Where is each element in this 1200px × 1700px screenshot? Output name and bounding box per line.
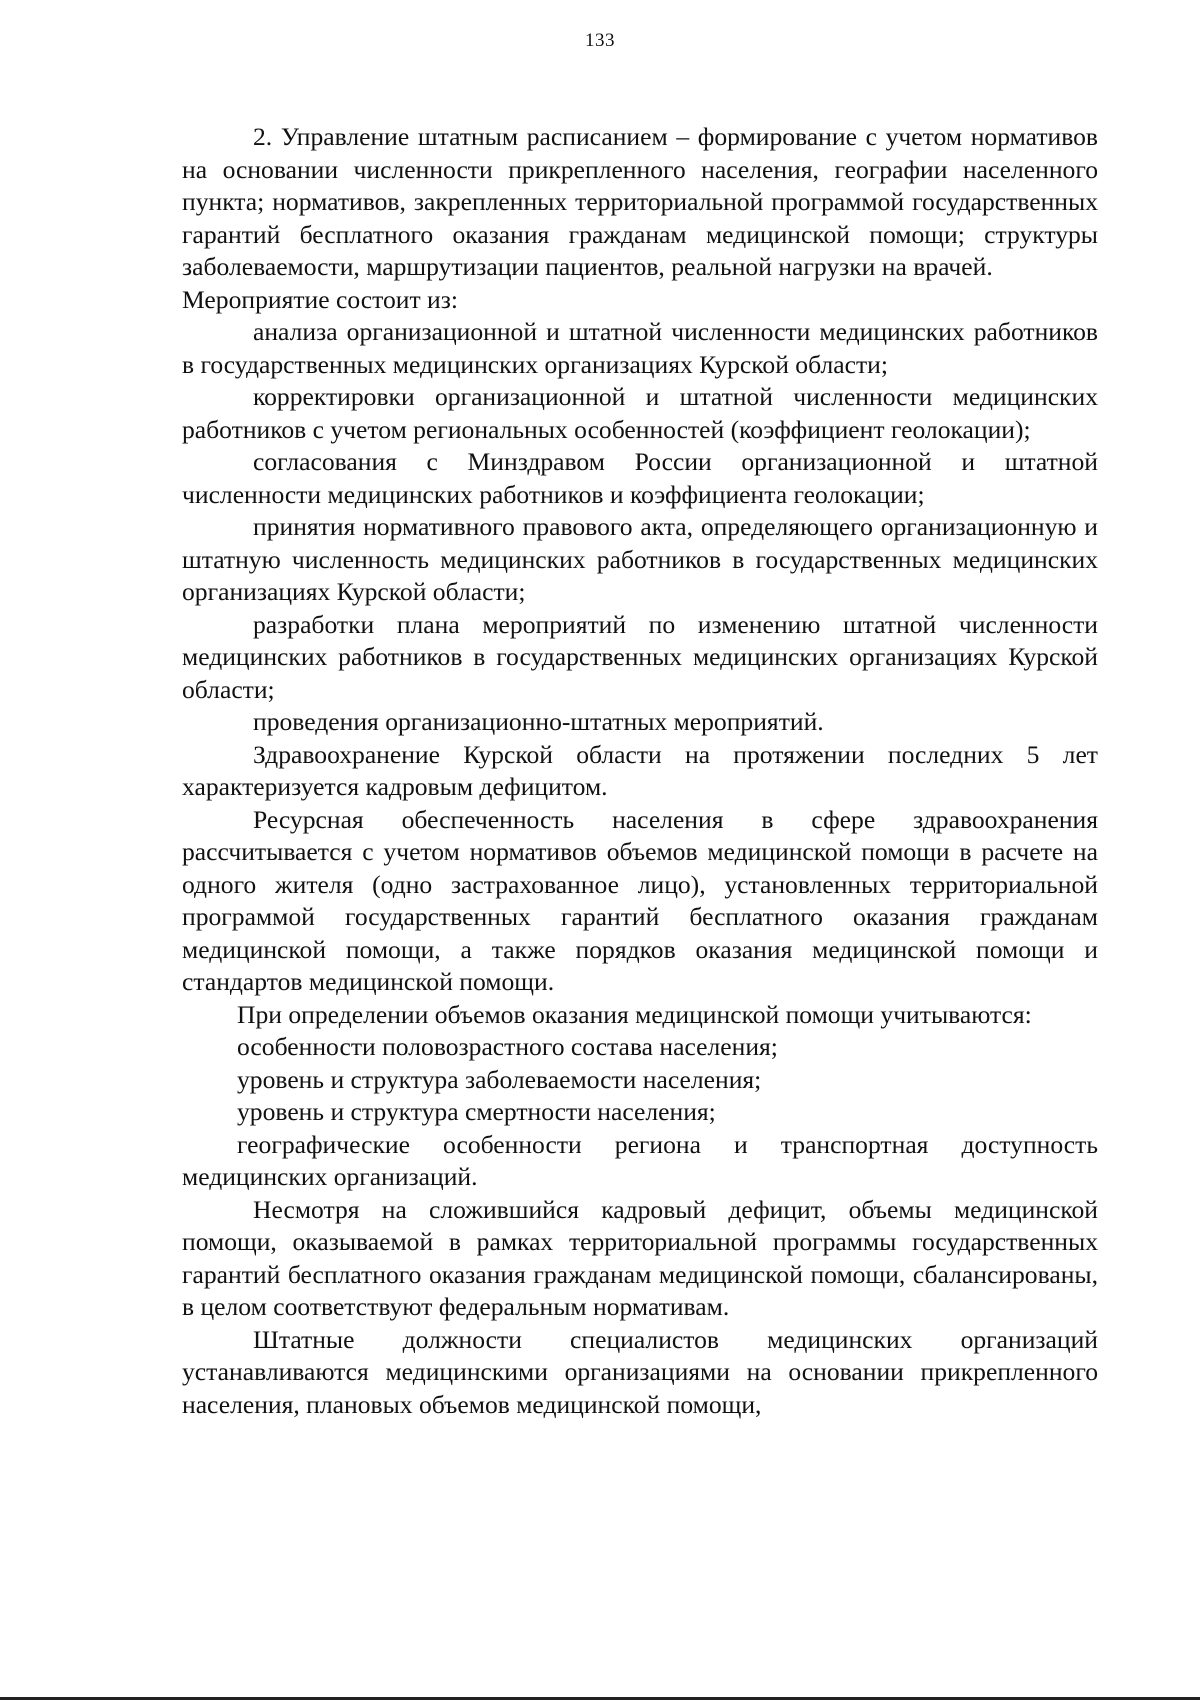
paragraph-analysis: анализа организационной и штатной численности медицинских работников в государственных медицинских организациях Курской области;: [182, 317, 1098, 379]
list-item-mortality: уровень и структура смертности населения;: [237, 1097, 716, 1126]
paragraph-staff-positions: Штатные должности специалистов медицинских организаций устанавливаются медицинскими организациями на основании прикрепленного населения, плановых объемов медицинской помощи,: [182, 1324, 1098, 1419]
list-item-geography: географические особенности региона и транспортная доступность медицинских организаций.: [182, 1129, 1098, 1191]
paragraph-volume-determination: При определении объемов оказания медицинской помощи учитываются:: [237, 999, 1032, 1029]
paragraph-regulation: принятия нормативного правового акта, определяющего организационную и штатную численность медицинских работников в государственных медицинских организациях Курской области;: [182, 512, 1098, 606]
paragraph-staffing-measures: проведения организационно-штатных мероприятий.: [253, 707, 824, 736]
paragraph-deficit: Здравоохранение Курской области на протяжении последних 5 лет характеризуется кадровым дефицитом.: [182, 739, 1098, 801]
paragraph-approval: согласования с Минздравом России организационной и штатной численности медицинских работников и коэффициента геолокации;: [182, 447, 1098, 509]
paragraph-balanced-volumes: Несмотря на сложившийся кадровый дефицит, объемы медицинской помощи, оказываемой в рамках территориальной программы государственных гарантий бесплатного оказания гражданам медицинской помощи, сбалансированы, в целом соответствуют федеральным нормативам.: [182, 1194, 1098, 1321]
list-item-morbidity: уровень и структура заболеваемости населения;: [237, 1064, 762, 1094]
paragraph-measure-consists: Мероприятие состоит из:: [182, 284, 458, 314]
page-number: 133: [585, 30, 615, 51]
paragraph-staffing-management: 2. Управление штатным расписанием – формирование с учетом нормативов на основании численности прикрепленного населения, географии населенного пункта; нормативов, закрепленных территориальной программой государственных гарантий бесплатного оказания гражданам медицинской помощи; структуры заболеваемости, маршрутизации пациентов, реальной нагрузки на врачей.: [182, 122, 1098, 281]
paragraph-resource-provision: Ресурсная обеспеченность населения в сфере здравоохранения рассчитывается с учетом нормативов объемов медицинской помощи в расчете на одного жителя (одно застрахованное лицо), установленных территориальной программой государственных гарантий бесплатного оказания гражданам медицинской помощи, а также порядков оказания медицинской помощи и стандартов медицинской помощи.: [182, 804, 1098, 996]
paragraph-plan-development: разработки плана мероприятий по изменению штатной численности медицинских работников в государственных медицинских организациях Курской области;: [182, 609, 1098, 704]
paragraph-adjustment: корректировки организационной и штатной численности медицинских работников с учетом региональных особенностей (коэффициент геолокации);: [182, 382, 1098, 444]
list-item-age-sex: особенности половозрастного состава населения;: [237, 1032, 778, 1061]
document-body: [182, 121, 1098, 1421]
